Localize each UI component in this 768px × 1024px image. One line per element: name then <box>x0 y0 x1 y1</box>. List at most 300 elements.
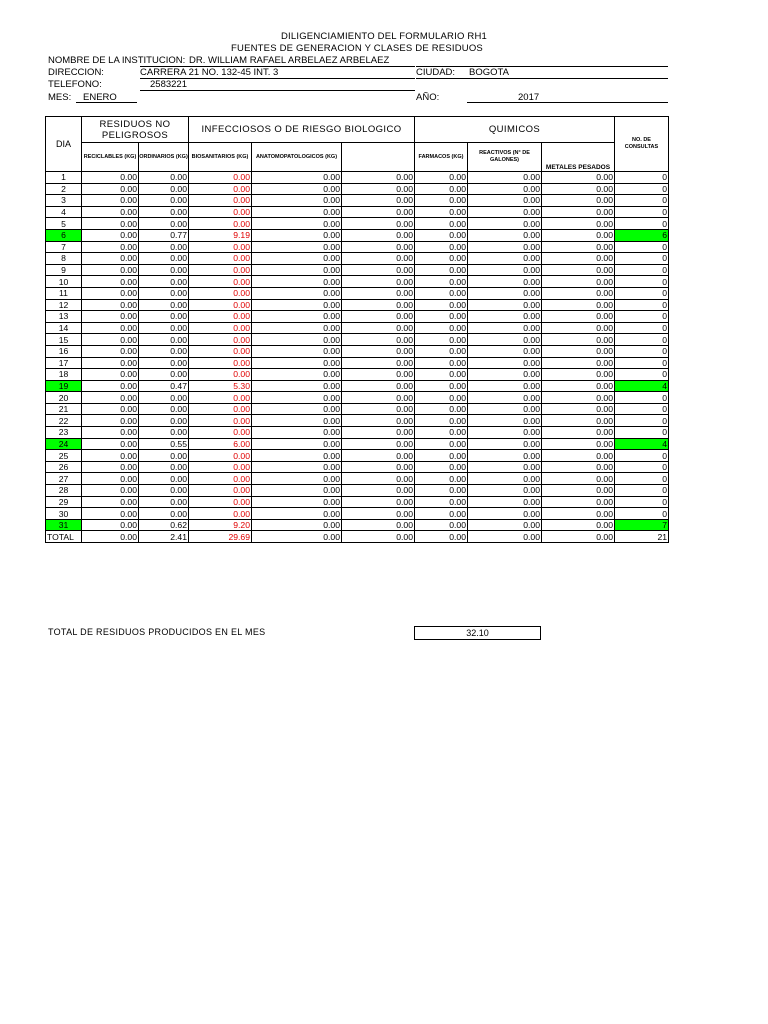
cell-met: 0.00 <box>542 461 615 473</box>
cell-ord: 0.00 <box>139 450 189 462</box>
cell-rea: 0.00 <box>468 287 542 299</box>
cell-far: 0.00 <box>415 287 468 299</box>
table-row <box>46 519 669 531</box>
header-infecciosos: INFECCIOSOS O DE RIESGO BIOLOGICO <box>189 117 415 143</box>
cell-rea: 0.00 <box>468 357 542 369</box>
cell-rea: 0.00 <box>468 206 542 218</box>
cell-far: 0.00 <box>415 334 468 346</box>
cell-ord: 0.55 <box>139 438 189 450</box>
cell-rec: 0.00 <box>82 508 139 520</box>
header-blank <box>342 143 415 172</box>
year-label: AÑO: <box>416 92 440 103</box>
cell-ana: 0.00 <box>252 461 342 473</box>
cell-dia: 22 <box>46 415 82 427</box>
cell-rec: 0.00 <box>82 345 139 357</box>
cell-met: 0.00 <box>542 392 615 404</box>
cell-ord: 0.00 <box>139 508 189 520</box>
cell-dia: 24 <box>46 438 82 450</box>
header-consultas: NO. DE CONSULTAS <box>615 117 669 172</box>
cell-met: 0.00 <box>542 299 615 311</box>
cell-ord: 0.00 <box>139 369 189 381</box>
cell-blank: 0.00 <box>342 322 415 334</box>
cell-far: 0.00 <box>415 427 468 439</box>
cell-dia: 23 <box>46 427 82 439</box>
table-row <box>46 450 669 462</box>
cell-met: 0.00 <box>542 195 615 207</box>
cell-dia: 9 <box>46 264 82 276</box>
cell-blank: 0.00 <box>342 183 415 195</box>
cell-bio: 5.30 <box>189 380 252 392</box>
cell-blank: 0.00 <box>342 380 415 392</box>
total-row <box>46 531 669 543</box>
table-row <box>46 276 669 288</box>
table-row <box>46 299 669 311</box>
table-row <box>46 508 669 520</box>
cell-far: 0.00 <box>415 415 468 427</box>
cell-rea: 0.00 <box>468 427 542 439</box>
cell-bio: 0.00 <box>189 218 252 230</box>
cell-far: 0.00 <box>415 473 468 485</box>
cell-rea: 0.00 <box>468 415 542 427</box>
cell-ana: 0.00 <box>252 508 342 520</box>
table-row <box>46 380 669 392</box>
cell-ord: 0.00 <box>139 496 189 508</box>
cell-blank: 0.00 <box>342 369 415 381</box>
table-row <box>46 473 669 485</box>
cell-con: 0 <box>615 496 669 508</box>
cell-bio: 9.20 <box>189 519 252 531</box>
cell-rec: 0.00 <box>82 299 139 311</box>
cell-con: 0 <box>615 172 669 184</box>
cell-blank: 0.00 <box>342 496 415 508</box>
phone-underline <box>140 90 415 91</box>
cell-dia: 17 <box>46 357 82 369</box>
cell-dia: 1 <box>46 172 82 184</box>
cell-dia: 25 <box>46 450 82 462</box>
cell-ana: 0.00 <box>252 345 342 357</box>
table-row <box>46 311 669 323</box>
cell-met: 0.00 <box>542 473 615 485</box>
cell-rea: 0.00 <box>468 438 542 450</box>
cell-rea: 0.00 <box>468 461 542 473</box>
cell-bio: 0.00 <box>189 241 252 253</box>
cell-ord: 0.00 <box>139 299 189 311</box>
cell-ord: 0.47 <box>139 380 189 392</box>
cell-far: 0.00 <box>415 299 468 311</box>
cell-dia: 11 <box>46 287 82 299</box>
cell-blank: 0.00 <box>342 264 415 276</box>
table-row <box>46 287 669 299</box>
cell-blank: 0.00 <box>342 299 415 311</box>
cell-bio: 0.00 <box>189 392 252 404</box>
cell-bio: 0.00 <box>189 299 252 311</box>
cell-met: 0.00 <box>542 403 615 415</box>
cell-ord: 0.62 <box>139 519 189 531</box>
cell-far: 0.00 <box>415 438 468 450</box>
cell-far: 0.00 <box>415 195 468 207</box>
table-row <box>46 195 669 207</box>
cell-con: 4 <box>615 438 669 450</box>
cell-rec: 0.00 <box>82 195 139 207</box>
cell-bio: 0.00 <box>189 403 252 415</box>
cell-met: 0.00 <box>542 241 615 253</box>
header-farmacos: FARMACOS (KG) <box>415 143 468 172</box>
cell-rec: 0.00 <box>82 496 139 508</box>
table-row <box>46 485 669 497</box>
cell-rec: 0.00 <box>82 485 139 497</box>
cell-rea: 0.00 <box>468 229 542 241</box>
cell-rea: 0.00 <box>468 519 542 531</box>
cell-ord: 0.77 <box>139 229 189 241</box>
month-underline <box>76 102 137 103</box>
city-underline <box>416 78 668 79</box>
cell-ana: 0.00 <box>252 496 342 508</box>
cell-far: 0.00 <box>415 392 468 404</box>
cell-met: 0.00 <box>542 427 615 439</box>
cell-con: 0 <box>615 264 669 276</box>
cell-rea: 0.00 <box>468 276 542 288</box>
cell-rea: 0.00 <box>468 473 542 485</box>
cell-far: 0.00 <box>415 496 468 508</box>
cell-con: 0 <box>615 427 669 439</box>
cell-bio: 0.00 <box>189 287 252 299</box>
cell-dia: 7 <box>46 241 82 253</box>
cell-blank: 0.00 <box>342 287 415 299</box>
cell-ana: 0.00 <box>252 299 342 311</box>
cell-rec: 0.00 <box>82 531 139 543</box>
cell-ana: 0.00 <box>252 172 342 184</box>
cell-rea: 0.00 <box>468 172 542 184</box>
cell-bio: 0.00 <box>189 427 252 439</box>
cell-rec: 0.00 <box>82 438 139 450</box>
cell-ana: 0.00 <box>252 531 342 543</box>
cell-bio: 0.00 <box>189 508 252 520</box>
cell-blank: 0.00 <box>342 485 415 497</box>
cell-ord: 0.00 <box>139 206 189 218</box>
cell-met: 0.00 <box>542 415 615 427</box>
cell-dia: 12 <box>46 299 82 311</box>
year-underline <box>467 102 668 103</box>
cell-far: 0.00 <box>415 311 468 323</box>
cell-rec: 0.00 <box>82 415 139 427</box>
cell-con: 0 <box>615 322 669 334</box>
cell-bio: 0.00 <box>189 415 252 427</box>
cell-blank: 0.00 <box>342 334 415 346</box>
cell-rec: 0.00 <box>82 322 139 334</box>
cell-far: 0.00 <box>415 369 468 381</box>
cell-far: 0.00 <box>415 519 468 531</box>
cell-met: 0.00 <box>542 206 615 218</box>
cell-bio: 0.00 <box>189 276 252 288</box>
cell-bio: 0.00 <box>189 311 252 323</box>
table-row <box>46 438 669 450</box>
cell-rea: 0.00 <box>468 195 542 207</box>
cell-blank: 0.00 <box>342 392 415 404</box>
cell-met: 0.00 <box>542 438 615 450</box>
cell-rec: 0.00 <box>82 403 139 415</box>
cell-ana: 0.00 <box>252 380 342 392</box>
cell-ord: 0.00 <box>139 276 189 288</box>
cell-ana: 0.00 <box>252 473 342 485</box>
cell-blank: 0.00 <box>342 357 415 369</box>
cell-ord: 0.00 <box>139 345 189 357</box>
cell-dia: 5 <box>46 218 82 230</box>
cell-far: 0.00 <box>415 229 468 241</box>
cell-dia: 10 <box>46 276 82 288</box>
cell-ord: 0.00 <box>139 218 189 230</box>
cell-rec: 0.00 <box>82 218 139 230</box>
cell-rea: 0.00 <box>468 311 542 323</box>
cell-blank: 0.00 <box>342 438 415 450</box>
cell-bio: 0.00 <box>189 206 252 218</box>
cell-far: 0.00 <box>415 450 468 462</box>
table-row <box>46 461 669 473</box>
cell-rea: 0.00 <box>468 485 542 497</box>
cell-blank: 0.00 <box>342 345 415 357</box>
cell-far: 0.00 <box>415 531 468 543</box>
cell-rec: 0.00 <box>82 334 139 346</box>
cell-rea: 0.00 <box>468 322 542 334</box>
cell-ana: 0.00 <box>252 519 342 531</box>
cell-bio: 0.00 <box>189 195 252 207</box>
cell-rec: 0.00 <box>82 392 139 404</box>
cell-dia: 30 <box>46 508 82 520</box>
cell-con: 0 <box>615 276 669 288</box>
cell-dia: 20 <box>46 392 82 404</box>
table-row <box>46 345 669 357</box>
phone-value: 2583221 <box>150 79 187 90</box>
waste-table <box>45 116 669 543</box>
cell-rea: 0.00 <box>468 508 542 520</box>
cell-blank: 0.00 <box>342 450 415 462</box>
cell-far: 0.00 <box>415 357 468 369</box>
cell-far: 0.00 <box>415 253 468 265</box>
cell-ana: 0.00 <box>252 276 342 288</box>
table-row <box>46 322 669 334</box>
cell-rec: 0.00 <box>82 473 139 485</box>
cell-ord: 0.00 <box>139 241 189 253</box>
cell-far: 0.00 <box>415 183 468 195</box>
cell-con: 0 <box>615 461 669 473</box>
cell-dia: 27 <box>46 473 82 485</box>
cell-ord: 0.00 <box>139 264 189 276</box>
cell-blank: 0.00 <box>342 206 415 218</box>
cell-ana: 0.00 <box>252 264 342 276</box>
cell-met: 0.00 <box>542 485 615 497</box>
cell-rec: 0.00 <box>82 241 139 253</box>
institution-value: DR. WILLIAM RAFAEL ARBELAEZ ARBELAEZ <box>189 55 390 66</box>
month-label: MES: <box>48 92 72 103</box>
header-quimicos: QUIMICOS <box>415 117 615 143</box>
header-ordinarios: ORDINARIOS (KG) <box>139 143 189 172</box>
header-biosanitarios: BIOSANITARIOS (KG) <box>189 143 252 172</box>
cell-con: 0 <box>615 183 669 195</box>
cell-ord: 0.00 <box>139 172 189 184</box>
cell-ana: 0.00 <box>252 195 342 207</box>
cell-far: 0.00 <box>415 218 468 230</box>
cell-ord: 0.00 <box>139 485 189 497</box>
cell-ord: 0.00 <box>139 415 189 427</box>
cell-rec: 0.00 <box>82 229 139 241</box>
table-row <box>46 357 669 369</box>
cell-ord: 0.00 <box>139 403 189 415</box>
cell-rec: 0.00 <box>82 450 139 462</box>
cell-con: 0 <box>615 218 669 230</box>
cell-ana: 0.00 <box>252 206 342 218</box>
table-row <box>46 369 669 381</box>
cell-bio: 0.00 <box>189 264 252 276</box>
cell-rec: 0.00 <box>82 311 139 323</box>
cell-ord: 2.41 <box>139 531 189 543</box>
cell-con: 7 <box>615 519 669 531</box>
table-row <box>46 415 669 427</box>
city-value: BOGOTA <box>469 67 509 78</box>
cell-blank: 0.00 <box>342 508 415 520</box>
cell-bio: 0.00 <box>189 172 252 184</box>
cell-bio: 0.00 <box>189 345 252 357</box>
cell-dia: 13 <box>46 311 82 323</box>
cell-ana: 0.00 <box>252 253 342 265</box>
cell-con: 21 <box>615 531 669 543</box>
cell-blank: 0.00 <box>342 253 415 265</box>
cell-blank: 0.00 <box>342 415 415 427</box>
cell-con: 0 <box>615 345 669 357</box>
cell-blank: 0.00 <box>342 403 415 415</box>
table-row <box>46 253 669 265</box>
cell-ana: 0.00 <box>252 334 342 346</box>
header-reactivos: REACTIVOS (N° DE GALONES) <box>468 143 542 172</box>
cell-con: 0 <box>615 334 669 346</box>
cell-con: 0 <box>615 450 669 462</box>
cell-dia: 15 <box>46 334 82 346</box>
cell-rec: 0.00 <box>82 253 139 265</box>
cell-con: 0 <box>615 485 669 497</box>
cell-far: 0.00 <box>415 345 468 357</box>
cell-rea: 0.00 <box>468 450 542 462</box>
month-value: ENERO <box>83 92 117 103</box>
cell-rea: 0.00 <box>468 218 542 230</box>
cell-dia: 31 <box>46 519 82 531</box>
cell-met: 0.00 <box>542 322 615 334</box>
table-row <box>46 183 669 195</box>
cell-dia: 16 <box>46 345 82 357</box>
cell-rea: 0.00 <box>468 403 542 415</box>
cell-ord: 0.00 <box>139 473 189 485</box>
form-subtitle: FUENTES DE GENERACION Y CLASES DE RESIDUOS <box>231 43 483 54</box>
cell-ord: 0.00 <box>139 427 189 439</box>
table-row <box>46 218 669 230</box>
table-row <box>46 496 669 508</box>
cell-met: 0.00 <box>542 369 615 381</box>
cell-far: 0.00 <box>415 508 468 520</box>
cell-far: 0.00 <box>415 461 468 473</box>
table-row <box>46 241 669 253</box>
cell-blank: 0.00 <box>342 427 415 439</box>
cell-bio: 0.00 <box>189 253 252 265</box>
cell-con: 0 <box>615 369 669 381</box>
cell-con: 0 <box>615 415 669 427</box>
city-top-line <box>416 66 668 67</box>
cell-ord: 0.00 <box>139 287 189 299</box>
cell-dia: 19 <box>46 380 82 392</box>
cell-con: 0 <box>615 253 669 265</box>
cell-bio: 0.00 <box>189 322 252 334</box>
cell-con: 0 <box>615 508 669 520</box>
cell-far: 0.00 <box>415 380 468 392</box>
cell-ana: 0.00 <box>252 357 342 369</box>
cell-far: 0.00 <box>415 276 468 288</box>
cell-bio: 0.00 <box>189 334 252 346</box>
cell-con: 0 <box>615 195 669 207</box>
cell-rec: 0.00 <box>82 357 139 369</box>
cell-ana: 0.00 <box>252 485 342 497</box>
cell-ana: 0.00 <box>252 322 342 334</box>
cell-rea: 0.00 <box>468 380 542 392</box>
cell-bio: 0.00 <box>189 473 252 485</box>
cell-rea: 0.00 <box>468 183 542 195</box>
cell-bio: 0.00 <box>189 369 252 381</box>
cell-met: 0.00 <box>542 172 615 184</box>
cell-met: 0.00 <box>542 508 615 520</box>
cell-dia: 2 <box>46 183 82 195</box>
cell-rea: 0.00 <box>468 264 542 276</box>
cell-con: 6 <box>615 229 669 241</box>
cell-met: 0.00 <box>542 531 615 543</box>
cell-far: 0.00 <box>415 172 468 184</box>
cell-blank: 0.00 <box>342 473 415 485</box>
cell-met: 0.00 <box>542 253 615 265</box>
cell-far: 0.00 <box>415 264 468 276</box>
cell-far: 0.00 <box>415 241 468 253</box>
cell-met: 0.00 <box>542 496 615 508</box>
cell-dia: 8 <box>46 253 82 265</box>
table-row <box>46 264 669 276</box>
cell-dia: 6 <box>46 229 82 241</box>
cell-met: 0.00 <box>542 311 615 323</box>
cell-ana: 0.00 <box>252 415 342 427</box>
table-row <box>46 392 669 404</box>
cell-bio: 6.00 <box>189 438 252 450</box>
cell-bio: 0.00 <box>189 461 252 473</box>
cell-con: 0 <box>615 287 669 299</box>
cell-met: 0.00 <box>542 287 615 299</box>
form-title: DILIGENCIAMIENTO DEL FORMULARIO RH1 <box>280 31 487 42</box>
cell-dia: 21 <box>46 403 82 415</box>
cell-rec: 0.00 <box>82 461 139 473</box>
table-row <box>46 172 669 184</box>
cell-far: 0.00 <box>415 485 468 497</box>
cell-far: 0.00 <box>415 206 468 218</box>
cell-ana: 0.00 <box>252 427 342 439</box>
header-metales: METALES PESADOS <box>542 143 615 172</box>
cell-met: 0.00 <box>542 380 615 392</box>
phone-label: TELEFONO: <box>48 79 102 90</box>
cell-ord: 0.00 <box>139 195 189 207</box>
cell-ana: 0.00 <box>252 438 342 450</box>
cell-bio: 0.00 <box>189 450 252 462</box>
cell-met: 0.00 <box>542 218 615 230</box>
total-label: TOTAL DE RESIDUOS PRODUCIDOS EN EL MES <box>48 627 266 637</box>
cell-rea: 0.00 <box>468 253 542 265</box>
header-dia: DIA <box>46 117 82 172</box>
cell-ana: 0.00 <box>252 311 342 323</box>
cell-rec: 0.00 <box>82 427 139 439</box>
cell-blank: 0.00 <box>342 276 415 288</box>
cell-ana: 0.00 <box>252 183 342 195</box>
cell-con: 0 <box>615 392 669 404</box>
cell-rea: 0.00 <box>468 369 542 381</box>
cell-ana: 0.00 <box>252 450 342 462</box>
